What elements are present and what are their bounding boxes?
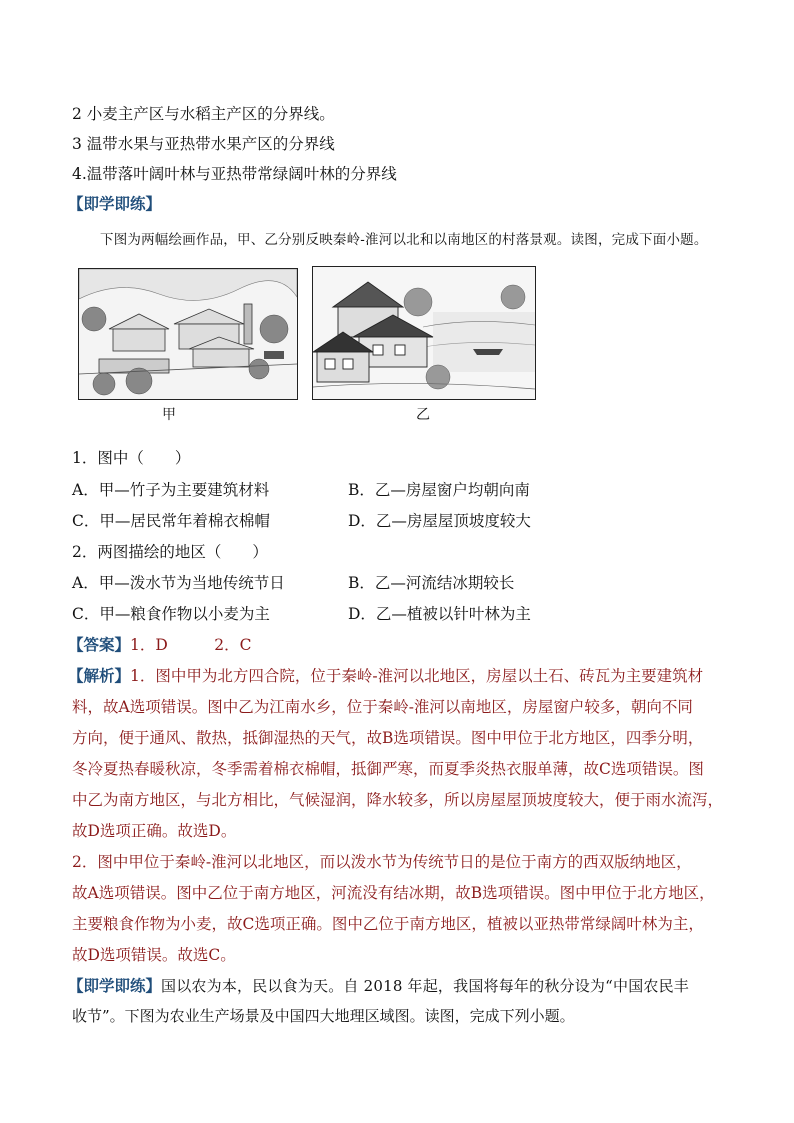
analysis-line-5: 中乙为南方地区，与北方相比，气候湿润，降水较多，所以房屋屋顶坡度较大，便于雨水流泻， (72, 791, 724, 809)
caption-yi: 乙 (416, 407, 430, 423)
village-north-illustration (78, 268, 298, 400)
south-village-drawing (313, 267, 535, 399)
question-1-option-d: D．乙—房屋屋顶坡度较大 (348, 512, 531, 530)
analysis-text: 1．图中甲为北方四合院，位于秦岭-淮河以北地区，房屋以土石、砖瓦为主要建筑材 (130, 667, 704, 685)
question-1-option-a: A．甲—竹子为主要建筑材料 (72, 481, 270, 499)
text-line: 2 小麦主产区与水稻主产区的分界线。 (72, 105, 335, 123)
question-1-option-b: B．乙—房屋窗户均朝向南 (348, 481, 530, 499)
answer-block (68, 633, 252, 655)
section-intro: 下图为两幅绘画作品，甲、乙分别反映秦岭-淮河以北和以南地区的村落景观。读图，完成下面小题。 (100, 232, 708, 248)
north-village-drawing (79, 269, 297, 399)
section-2-text: 国以农为本，民以食为天。自 2018 年起，我国将每年的秋分设为“中国农民丰 (161, 977, 689, 995)
question-1-stem: 1．图中（ ） (72, 449, 191, 467)
analysis-line-7: 2．图中甲位于秦岭-淮河以北地区，而以泼水节为传统节日的是位于南方的西双版纳地区， (72, 853, 692, 871)
section-2-line-1 (68, 974, 689, 996)
analysis-line-1 (68, 664, 703, 686)
question-2-stem: 2．两图描绘的地区（ ） (72, 543, 268, 561)
question-2-option-b: B．乙—河流结冰期较长 (348, 574, 515, 592)
text-line: 3 温带水果与亚热带水果产区的分界线 (72, 135, 335, 153)
analysis-line-3: 方向，便于通风、散热，抵御湿热的天气，故B选项错误。图中甲位于北方地区，四季分明， (72, 729, 704, 747)
analysis-line-2: 料，故A选项错误。图中乙为江南水乡，位于秦岭-淮河以南地区，房屋窗户较多，朝向不同 (72, 698, 693, 716)
analysis-line-10: 故D选项错误。故选C。 (72, 946, 236, 964)
analysis-label: 【解析】 (68, 666, 131, 685)
caption-jia: 甲 (162, 407, 176, 423)
analysis-line-9: 主要粮食作物为小麦，故C选项正确。图中乙位于南方地区，植被以亚热带常绿阔叶林为主， (72, 915, 704, 933)
section-2-line-2: 收节”。下图为农业生产场景及中国四大地理区域图。读图，完成下列小题。 (72, 1007, 575, 1025)
answer-text: 1．D 2．C (130, 636, 252, 654)
analysis-line-4: 冬冷夏热春暖秋凉，冬季需着棉衣棉帽，抵御严寒，而夏季炎热衣服单薄，故C选项错误。图 (72, 760, 704, 778)
question-2-option-c: C．甲—粮食作物以小麦为主 (72, 605, 270, 623)
section-heading: 【即学即练】 (68, 194, 162, 213)
section-heading: 【即学即练】 (68, 976, 162, 995)
question-2-option-d: D．乙—植被以针叶林为主 (348, 605, 531, 623)
village-south-illustration (312, 266, 536, 400)
question-2-option-a: A．甲—泼水节为当地传统节日 (72, 574, 285, 592)
analysis-line-6: 故D选项正确。故选D。 (72, 822, 237, 840)
text-line: 4.温带落叶阔叶林与亚热带常绿阔叶林的分界线 (72, 165, 397, 183)
answer-label: 【答案】 (68, 635, 131, 654)
question-1-option-c: C．甲—居民常年着棉衣棉帽 (72, 512, 270, 530)
analysis-line-8: 故A选项错误。图中乙位于南方地区，河流没有结冰期，故B选项错误。图中甲位于北方地区， (72, 884, 715, 902)
